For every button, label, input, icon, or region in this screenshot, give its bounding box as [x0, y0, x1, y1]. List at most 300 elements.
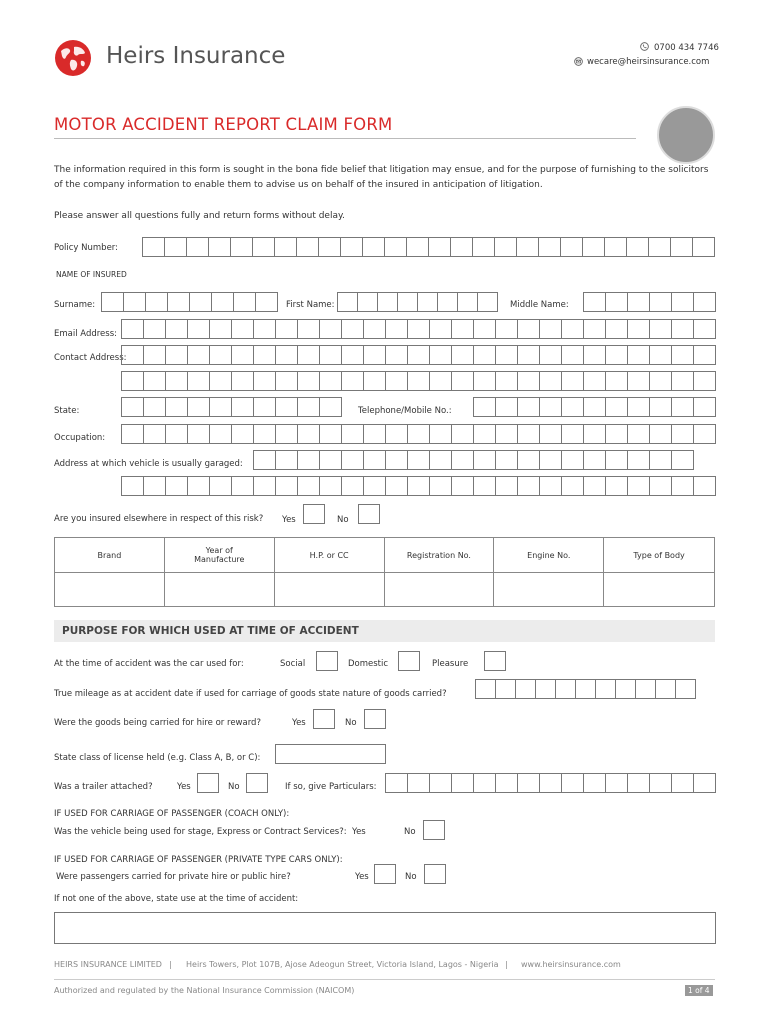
vehicle-brand-cell[interactable]	[55, 573, 165, 607]
char-box[interactable]	[364, 345, 386, 365]
char-box[interactable]	[452, 476, 474, 496]
char-box[interactable]	[649, 237, 671, 257]
char-box[interactable]	[474, 319, 496, 339]
char-box[interactable]	[320, 371, 342, 391]
char-box[interactable]	[539, 237, 561, 257]
char-box[interactable]	[430, 450, 452, 470]
char-box[interactable]	[694, 397, 716, 417]
char-box[interactable]	[342, 319, 364, 339]
char-box[interactable]	[606, 319, 628, 339]
char-box[interactable]	[606, 450, 628, 470]
char-box[interactable]	[386, 476, 408, 496]
char-box[interactable]	[210, 424, 232, 444]
private-yes-checkbox[interactable]	[374, 864, 396, 884]
char-box[interactable]	[364, 476, 386, 496]
char-box[interactable]	[165, 237, 187, 257]
char-box[interactable]	[342, 371, 364, 391]
email-boxes[interactable]	[121, 319, 716, 339]
char-box[interactable]	[254, 476, 276, 496]
char-box[interactable]	[210, 397, 232, 417]
char-box[interactable]	[342, 476, 364, 496]
mileage-boxes[interactable]	[475, 679, 696, 699]
char-box[interactable]	[438, 292, 458, 312]
char-box[interactable]	[605, 237, 627, 257]
char-box[interactable]	[452, 319, 474, 339]
char-box[interactable]	[144, 371, 166, 391]
char-box[interactable]	[166, 424, 188, 444]
char-box[interactable]	[418, 292, 438, 312]
surname-boxes[interactable]	[101, 292, 278, 312]
char-box[interactable]	[338, 292, 358, 312]
char-box[interactable]	[144, 424, 166, 444]
char-box[interactable]	[628, 319, 650, 339]
char-box[interactable]	[540, 450, 562, 470]
private-no-checkbox[interactable]	[424, 864, 446, 884]
char-box[interactable]	[672, 371, 694, 391]
char-box[interactable]	[694, 476, 716, 496]
char-box[interactable]	[430, 319, 452, 339]
char-box[interactable]	[518, 773, 540, 793]
char-box[interactable]	[364, 424, 386, 444]
char-box[interactable]	[540, 424, 562, 444]
footer-website[interactable]: www.heirsinsurance.com	[521, 960, 621, 969]
char-box[interactable]	[452, 371, 474, 391]
char-box[interactable]	[562, 319, 584, 339]
char-box[interactable]	[540, 397, 562, 417]
char-box[interactable]	[209, 237, 231, 257]
email-label: Email Address:	[54, 329, 117, 339]
char-box[interactable]	[584, 450, 606, 470]
footer-divider	[54, 979, 715, 980]
char-box[interactable]	[210, 319, 232, 339]
char-box[interactable]	[231, 237, 253, 257]
vehicle-table-input-row	[55, 573, 715, 607]
char-box[interactable]	[584, 371, 606, 391]
char-box[interactable]	[320, 345, 342, 365]
char-box[interactable]	[188, 476, 210, 496]
char-box[interactable]	[408, 450, 430, 470]
char-box[interactable]	[276, 345, 298, 365]
char-box[interactable]	[583, 237, 605, 257]
char-box[interactable]	[562, 371, 584, 391]
char-box[interactable]	[650, 345, 672, 365]
char-box[interactable]	[342, 450, 364, 470]
char-box[interactable]	[474, 345, 496, 365]
char-box[interactable]	[408, 371, 430, 391]
char-box[interactable]	[341, 237, 363, 257]
telephone-boxes[interactable]	[473, 397, 716, 417]
char-box[interactable]	[606, 773, 628, 793]
char-box[interactable]	[656, 679, 676, 699]
char-box[interactable]	[166, 345, 188, 365]
char-box[interactable]	[408, 424, 430, 444]
char-box[interactable]	[122, 371, 144, 391]
char-box[interactable]	[386, 319, 408, 339]
char-box[interactable]	[122, 476, 144, 496]
char-box[interactable]	[562, 773, 584, 793]
char-box[interactable]	[386, 450, 408, 470]
footer-company: HEIRS INSURANCE LIMITED	[54, 960, 162, 969]
char-box[interactable]	[188, 397, 210, 417]
char-box[interactable]	[650, 319, 672, 339]
char-box[interactable]	[168, 292, 190, 312]
char-box[interactable]	[496, 476, 518, 496]
char-box[interactable]	[364, 319, 386, 339]
char-box[interactable]	[518, 424, 540, 444]
char-box[interactable]	[616, 679, 636, 699]
char-box[interactable]	[342, 424, 364, 444]
char-box[interactable]	[188, 424, 210, 444]
char-box[interactable]	[516, 679, 536, 699]
char-box[interactable]	[517, 237, 539, 257]
char-box[interactable]	[650, 397, 672, 417]
char-box[interactable]	[671, 237, 693, 257]
char-box[interactable]	[518, 319, 540, 339]
char-box[interactable]	[320, 397, 342, 417]
char-box[interactable]	[298, 424, 320, 444]
char-box[interactable]	[188, 345, 210, 365]
char-box[interactable]	[606, 476, 628, 496]
char-box[interactable]	[363, 237, 385, 257]
char-box[interactable]	[364, 371, 386, 391]
char-box[interactable]	[122, 424, 144, 444]
char-box[interactable]	[232, 371, 254, 391]
char-box[interactable]	[606, 371, 628, 391]
char-box[interactable]	[562, 345, 584, 365]
social-checkbox[interactable]	[316, 651, 338, 671]
char-box[interactable]	[628, 345, 650, 365]
char-box[interactable]	[430, 773, 452, 793]
char-box[interactable]	[234, 292, 256, 312]
char-box[interactable]	[407, 237, 429, 257]
char-box[interactable]	[232, 397, 254, 417]
char-box[interactable]	[474, 424, 496, 444]
char-box[interactable]	[254, 450, 276, 470]
char-box[interactable]	[650, 773, 672, 793]
char-box[interactable]	[124, 292, 146, 312]
char-box[interactable]	[627, 237, 649, 257]
vehicle-hp-cell[interactable]	[274, 573, 384, 607]
char-box[interactable]	[474, 450, 496, 470]
char-box[interactable]	[386, 773, 408, 793]
char-box[interactable]	[518, 397, 540, 417]
char-box[interactable]	[452, 773, 474, 793]
policy-number-boxes[interactable]	[142, 237, 715, 257]
contact-address-label: Contact Address:	[54, 353, 127, 363]
char-box[interactable]	[430, 424, 452, 444]
char-box[interactable]	[297, 237, 319, 257]
char-box[interactable]	[540, 476, 562, 496]
char-box[interactable]	[584, 292, 606, 312]
goods-hire-yes-checkbox[interactable]	[313, 709, 335, 729]
char-box[interactable]	[458, 292, 478, 312]
char-box[interactable]	[430, 345, 452, 365]
char-box[interactable]	[540, 319, 562, 339]
char-box[interactable]	[540, 371, 562, 391]
char-box[interactable]	[474, 773, 496, 793]
char-box[interactable]	[672, 773, 694, 793]
char-box[interactable]	[232, 345, 254, 365]
char-box[interactable]	[672, 450, 694, 470]
char-box[interactable]	[232, 424, 254, 444]
char-box[interactable]	[298, 397, 320, 417]
char-box[interactable]	[276, 371, 298, 391]
private-heading: IF USED FOR CARRIAGE OF PASSENGER (PRIVATE TYPE CARS ONLY):	[54, 855, 343, 865]
char-box[interactable]	[556, 679, 576, 699]
other-use-textarea[interactable]	[54, 912, 716, 944]
char-box[interactable]	[430, 476, 452, 496]
char-box[interactable]	[166, 397, 188, 417]
char-box[interactable]	[276, 397, 298, 417]
char-box[interactable]	[122, 319, 144, 339]
vehicle-year-cell[interactable]	[164, 573, 274, 607]
char-box[interactable]	[320, 476, 342, 496]
char-box[interactable]	[276, 319, 298, 339]
char-box[interactable]	[254, 371, 276, 391]
char-box[interactable]	[496, 679, 516, 699]
char-box[interactable]	[144, 319, 166, 339]
char-box[interactable]	[628, 424, 650, 444]
char-box[interactable]	[188, 371, 210, 391]
char-box[interactable]	[628, 450, 650, 470]
char-box[interactable]	[628, 397, 650, 417]
char-box[interactable]	[694, 345, 716, 365]
char-box[interactable]	[254, 397, 276, 417]
char-box[interactable]	[256, 292, 278, 312]
char-box[interactable]	[275, 237, 297, 257]
char-box[interactable]	[562, 450, 584, 470]
char-box[interactable]	[102, 292, 124, 312]
char-box[interactable]	[584, 773, 606, 793]
char-box[interactable]	[385, 237, 407, 257]
char-box[interactable]	[672, 424, 694, 444]
char-box[interactable]	[210, 371, 232, 391]
state-boxes[interactable]	[121, 397, 342, 417]
char-box[interactable]	[386, 371, 408, 391]
char-box[interactable]	[408, 773, 430, 793]
char-box[interactable]	[190, 292, 212, 312]
char-box[interactable]	[122, 397, 144, 417]
footer-separator-1: |	[169, 960, 172, 969]
trailer-particulars-boxes[interactable]	[385, 773, 716, 793]
char-box[interactable]	[606, 345, 628, 365]
char-box[interactable]	[358, 292, 378, 312]
contact-address-boxes-2[interactable]	[121, 371, 716, 391]
goods-hire-no-checkbox[interactable]	[364, 709, 386, 729]
char-box[interactable]	[606, 397, 628, 417]
char-box[interactable]	[495, 237, 517, 257]
char-box[interactable]	[398, 292, 418, 312]
domestic-checkbox[interactable]	[398, 651, 420, 671]
char-box[interactable]	[694, 424, 716, 444]
char-box[interactable]	[518, 371, 540, 391]
char-box[interactable]	[496, 450, 518, 470]
char-box[interactable]	[452, 450, 474, 470]
char-box[interactable]	[540, 773, 562, 793]
char-box[interactable]	[319, 237, 341, 257]
char-box[interactable]	[378, 292, 398, 312]
char-box[interactable]	[474, 371, 496, 391]
email-link[interactable]: wecare@heirsinsurance.com	[587, 57, 710, 67]
char-box[interactable]	[166, 476, 188, 496]
char-box[interactable]	[253, 237, 275, 257]
char-box[interactable]	[562, 476, 584, 496]
char-box[interactable]	[636, 679, 656, 699]
char-box[interactable]	[276, 424, 298, 444]
char-box[interactable]	[146, 292, 168, 312]
char-box[interactable]	[143, 237, 165, 257]
other-use-label: If not one of the above, state use at the time of accident:	[54, 894, 299, 904]
char-box[interactable]	[694, 371, 716, 391]
vehicle-body-type-cell[interactable]	[604, 573, 715, 607]
garage-address-boxes-1[interactable]	[253, 450, 694, 470]
char-box[interactable]	[408, 476, 430, 496]
char-box[interactable]	[386, 345, 408, 365]
char-box[interactable]	[276, 450, 298, 470]
char-box[interactable]	[496, 424, 518, 444]
license-class-input[interactable]	[275, 744, 386, 764]
char-box[interactable]	[628, 371, 650, 391]
char-box[interactable]	[452, 424, 474, 444]
char-box[interactable]	[166, 319, 188, 339]
char-box[interactable]	[408, 345, 430, 365]
char-box[interactable]	[232, 476, 254, 496]
pleasure-checkbox[interactable]	[484, 651, 506, 671]
char-box[interactable]	[473, 237, 495, 257]
char-box[interactable]	[452, 345, 474, 365]
vehicle-engine-cell[interactable]	[494, 573, 604, 607]
char-box[interactable]	[584, 476, 606, 496]
form-title: MOTOR ACCIDENT REPORT CLAIM FORM	[54, 115, 393, 134]
char-box[interactable]	[496, 319, 518, 339]
char-box[interactable]	[562, 424, 584, 444]
char-box[interactable]	[496, 371, 518, 391]
char-box[interactable]	[518, 450, 540, 470]
char-box[interactable]	[694, 292, 716, 312]
coach-no-checkbox[interactable]	[423, 820, 445, 840]
char-box[interactable]	[596, 679, 616, 699]
char-box[interactable]	[562, 397, 584, 417]
char-box[interactable]	[584, 319, 606, 339]
char-box[interactable]	[144, 345, 166, 365]
char-box[interactable]	[187, 237, 209, 257]
char-box[interactable]	[672, 476, 694, 496]
char-box[interactable]	[650, 371, 672, 391]
char-box[interactable]	[496, 773, 518, 793]
char-box[interactable]	[650, 424, 672, 444]
char-box[interactable]	[693, 237, 715, 257]
char-box[interactable]	[540, 345, 562, 365]
char-box[interactable]	[364, 450, 386, 470]
char-box[interactable]	[451, 237, 473, 257]
char-box[interactable]	[298, 371, 320, 391]
char-box[interactable]	[584, 424, 606, 444]
char-box[interactable]	[254, 424, 276, 444]
char-box[interactable]	[650, 476, 672, 496]
char-box[interactable]	[650, 450, 672, 470]
char-box[interactable]	[576, 679, 596, 699]
car-used-for-label: At the time of accident was the car used for:	[54, 659, 244, 669]
char-box[interactable]	[320, 424, 342, 444]
char-box[interactable]	[672, 345, 694, 365]
char-box[interactable]	[628, 773, 650, 793]
middle-name-boxes[interactable]	[583, 292, 716, 312]
char-box[interactable]	[496, 397, 518, 417]
char-box[interactable]	[386, 424, 408, 444]
char-box[interactable]	[606, 292, 628, 312]
char-box[interactable]	[672, 397, 694, 417]
char-box[interactable]	[320, 450, 342, 470]
char-box[interactable]	[188, 319, 210, 339]
char-box[interactable]	[628, 476, 650, 496]
char-box[interactable]	[536, 679, 556, 699]
char-box[interactable]	[561, 237, 583, 257]
char-box[interactable]	[212, 292, 234, 312]
char-box[interactable]	[254, 345, 276, 365]
char-box[interactable]	[476, 679, 496, 699]
char-box[interactable]	[320, 319, 342, 339]
insured-elsewhere-yes-checkbox[interactable]	[303, 504, 325, 524]
first-name-boxes[interactable]	[337, 292, 498, 312]
char-box[interactable]	[694, 773, 716, 793]
char-box[interactable]	[478, 292, 498, 312]
char-box[interactable]	[298, 450, 320, 470]
char-box[interactable]	[584, 345, 606, 365]
trailer-yes-checkbox[interactable]	[197, 773, 219, 793]
contact-address-boxes-1[interactable]	[121, 345, 716, 365]
trailer-no-checkbox[interactable]	[246, 773, 268, 793]
char-box[interactable]	[144, 476, 166, 496]
char-box[interactable]	[474, 397, 496, 417]
vehicle-header-body-type: Type of Body	[604, 538, 715, 573]
char-box[interactable]	[650, 292, 672, 312]
char-box[interactable]	[694, 319, 716, 339]
char-box[interactable]	[298, 476, 320, 496]
char-box[interactable]	[518, 345, 540, 365]
char-box[interactable]	[232, 319, 254, 339]
char-box[interactable]	[672, 292, 694, 312]
char-box[interactable]	[676, 679, 696, 699]
insured-elsewhere-no-checkbox[interactable]	[358, 504, 380, 524]
char-box[interactable]	[298, 319, 320, 339]
char-box[interactable]	[276, 476, 298, 496]
vehicle-registration-cell[interactable]	[384, 573, 494, 607]
occupation-boxes[interactable]	[121, 424, 716, 444]
char-box[interactable]	[606, 424, 628, 444]
char-box[interactable]	[210, 476, 232, 496]
char-box[interactable]	[496, 345, 518, 365]
char-box[interactable]	[210, 345, 232, 365]
char-box[interactable]	[429, 237, 451, 257]
char-box[interactable]	[518, 476, 540, 496]
instruction: Please answer all questions fully and return forms without delay.	[54, 211, 345, 221]
char-box[interactable]	[430, 371, 452, 391]
char-box[interactable]	[474, 476, 496, 496]
char-box[interactable]	[254, 319, 276, 339]
char-box[interactable]	[122, 345, 144, 365]
char-box[interactable]	[672, 319, 694, 339]
char-box[interactable]	[166, 371, 188, 391]
garage-address-boxes-2[interactable]	[121, 476, 716, 496]
insured-elsewhere-yes-label: Yes	[282, 515, 296, 525]
char-box[interactable]	[144, 397, 166, 417]
char-box[interactable]	[298, 345, 320, 365]
char-box[interactable]	[408, 319, 430, 339]
char-box[interactable]	[584, 397, 606, 417]
globe-logo-icon	[54, 39, 92, 77]
char-box[interactable]	[628, 292, 650, 312]
char-box[interactable]	[342, 345, 364, 365]
